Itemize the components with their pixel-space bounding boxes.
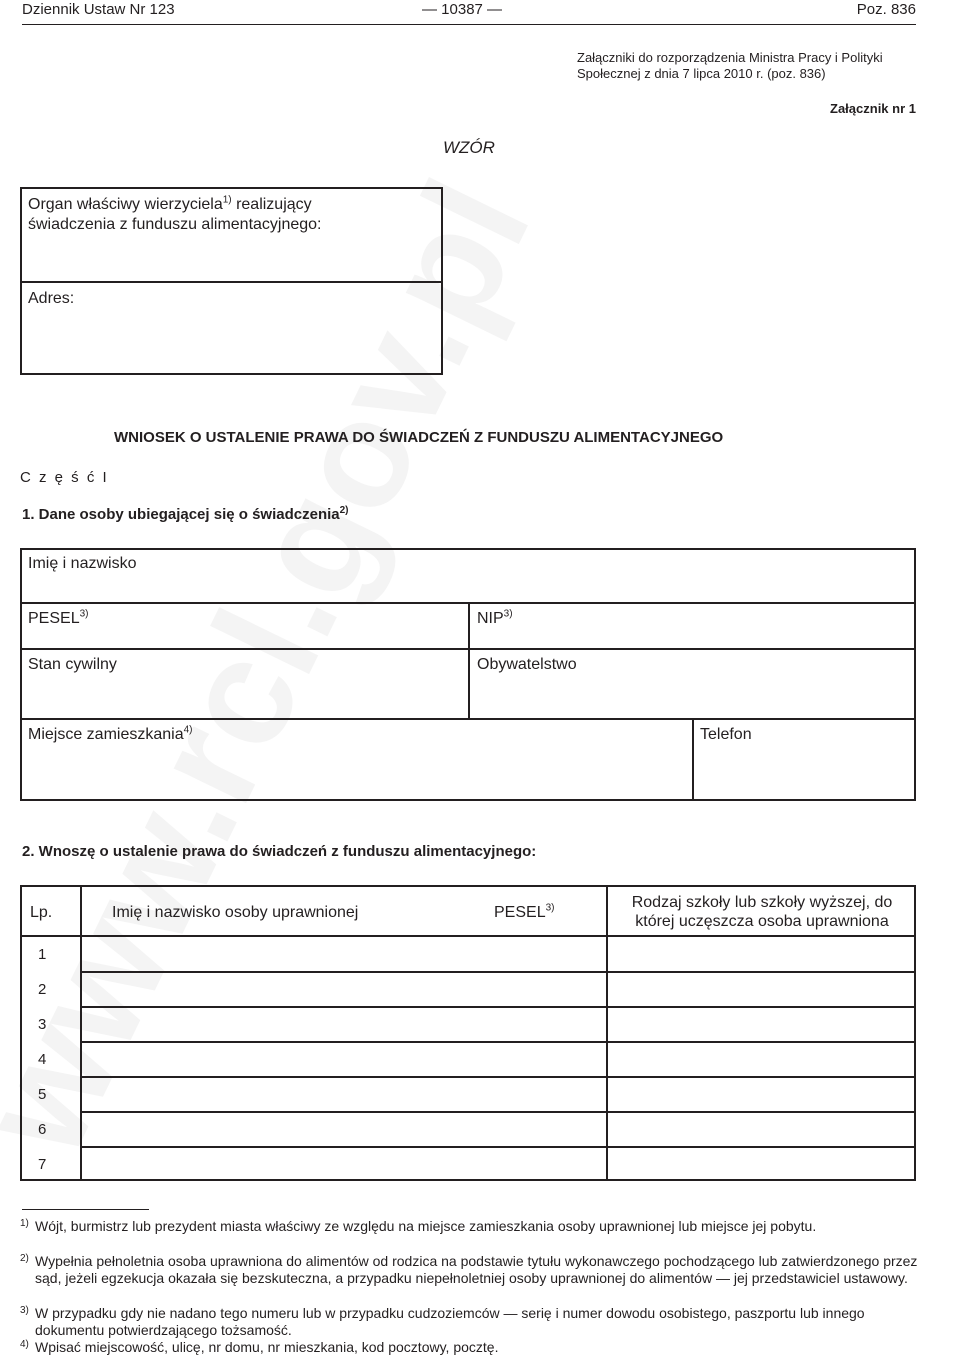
name-field-label: Imię i nazwisko [28,555,137,572]
column-header-name: Imię i nazwisko osoby uprawnionej [112,904,359,921]
annex-number: Załącznik nr 1 [830,101,916,116]
divider [692,718,694,801]
divider [80,1111,916,1113]
divider [468,602,470,720]
divider [22,648,914,650]
phone-field-label: Telefon [700,726,752,743]
divider [80,1076,916,1078]
divider [80,971,916,973]
position-number: Poz. 836 [856,1,916,18]
residence-field-label: Miejsce zamieszkania$^{4)}$ [28,724,193,743]
divider [22,935,914,937]
row-number: 4 [38,1051,47,1068]
organ-label: Organ właściwy wierzyciela$^{1)}$ realizujący świadczenia z funduszu alimentacyjnego: [28,194,322,233]
applicant-data-box [20,548,916,801]
template-label: WZÓR [443,138,495,157]
form-title: WNIOSEK O USTALENIE PRAWA DO ŚWIADCZEŃ Z FUNDUSZU ALIMENTACYJNEGO [114,429,724,446]
footnote-2: 2) Wypełnia pełnoletnia osoba uprawniona do alimentów od rodzica na podstawie tytułu wykonawczego pochodzącego lub zatwierdzonego przez sąd, jeżeli egzekucja okazała się bezskuteczna, a przypadku niepełnoletniej osoby uprawnionej do alimentów — jej przedstawiciel ustawowy. [20,1253,918,1286]
pesel-field-label: PESEL$^{3)}$ [28,608,89,627]
divider [80,1006,916,1008]
row-number: 6 [38,1121,47,1138]
part-label: C z ę ś ć I [20,469,109,486]
divider [80,1146,916,1148]
footnote-4: 4) Wpisać miejscowość, ulicę, nr domu, nr mieszkania, kod pocztowy, pocztę. [20,1339,499,1355]
organ-box [20,187,443,375]
row-number: 5 [38,1086,47,1103]
journal-title: Dziennik Ustaw Nr 123 [22,1,175,18]
divider [80,1041,916,1043]
row-number: 2 [38,981,47,998]
page-number: — 10387 — [422,1,503,18]
address-label: Adres: [28,290,75,307]
row-number: 7 [38,1156,47,1173]
organ-divider [22,281,441,283]
annex-note-line1: Załączniki do rozporządzenia Ministra Pracy i Polityki [577,50,883,65]
divider [22,718,914,720]
divider [80,887,82,1179]
annex-note [577,50,917,82]
footnote-3: 3) W przypadku gdy nie nadano tego numeru lub w przypadku cudzoziemców — serię i numer dowodu osobistego, paszportu lub innego dokumentu potwierdzającego tożsamość. [20,1305,865,1338]
row-number: 3 [38,1016,47,1033]
section1-heading: 1. Dane osoby ubiegającej się o świadczenia$^{2)}$ [22,505,349,523]
beneficiaries-table [20,885,916,1181]
column-header-lp: Lp. [30,904,53,921]
footnote-rule [22,1209,149,1210]
row-number: 1 [38,946,47,963]
column-header-school: Rodzaj szkoły lub szkoły wyższej, do której uczęszcza osoba uprawniona [631,894,893,930]
footnote-1: 1) Wójt, burmistrz lub prezydent miasta właściwy ze względu na miejsce zamieszkania osoby uprawnionej lub miejsce jej pobytu. [20,1218,817,1234]
section2-heading: 2. Wnoszę o ustalenie prawa do świadczeń z funduszu alimentacyjnego: [22,843,537,860]
marital-status-field-label: Stan cywilny [28,656,117,673]
header-rule [22,24,916,25]
annex-note-line2: Społecznej z dnia 7 lipca 2010 r. (poz. 836) [577,66,826,81]
citizenship-field-label: Obywatelstwo [477,656,577,673]
column-header-pesel: PESEL$^{3)}$ [494,902,555,921]
nip-field-label: NIP$^{3)}$ [477,608,513,627]
